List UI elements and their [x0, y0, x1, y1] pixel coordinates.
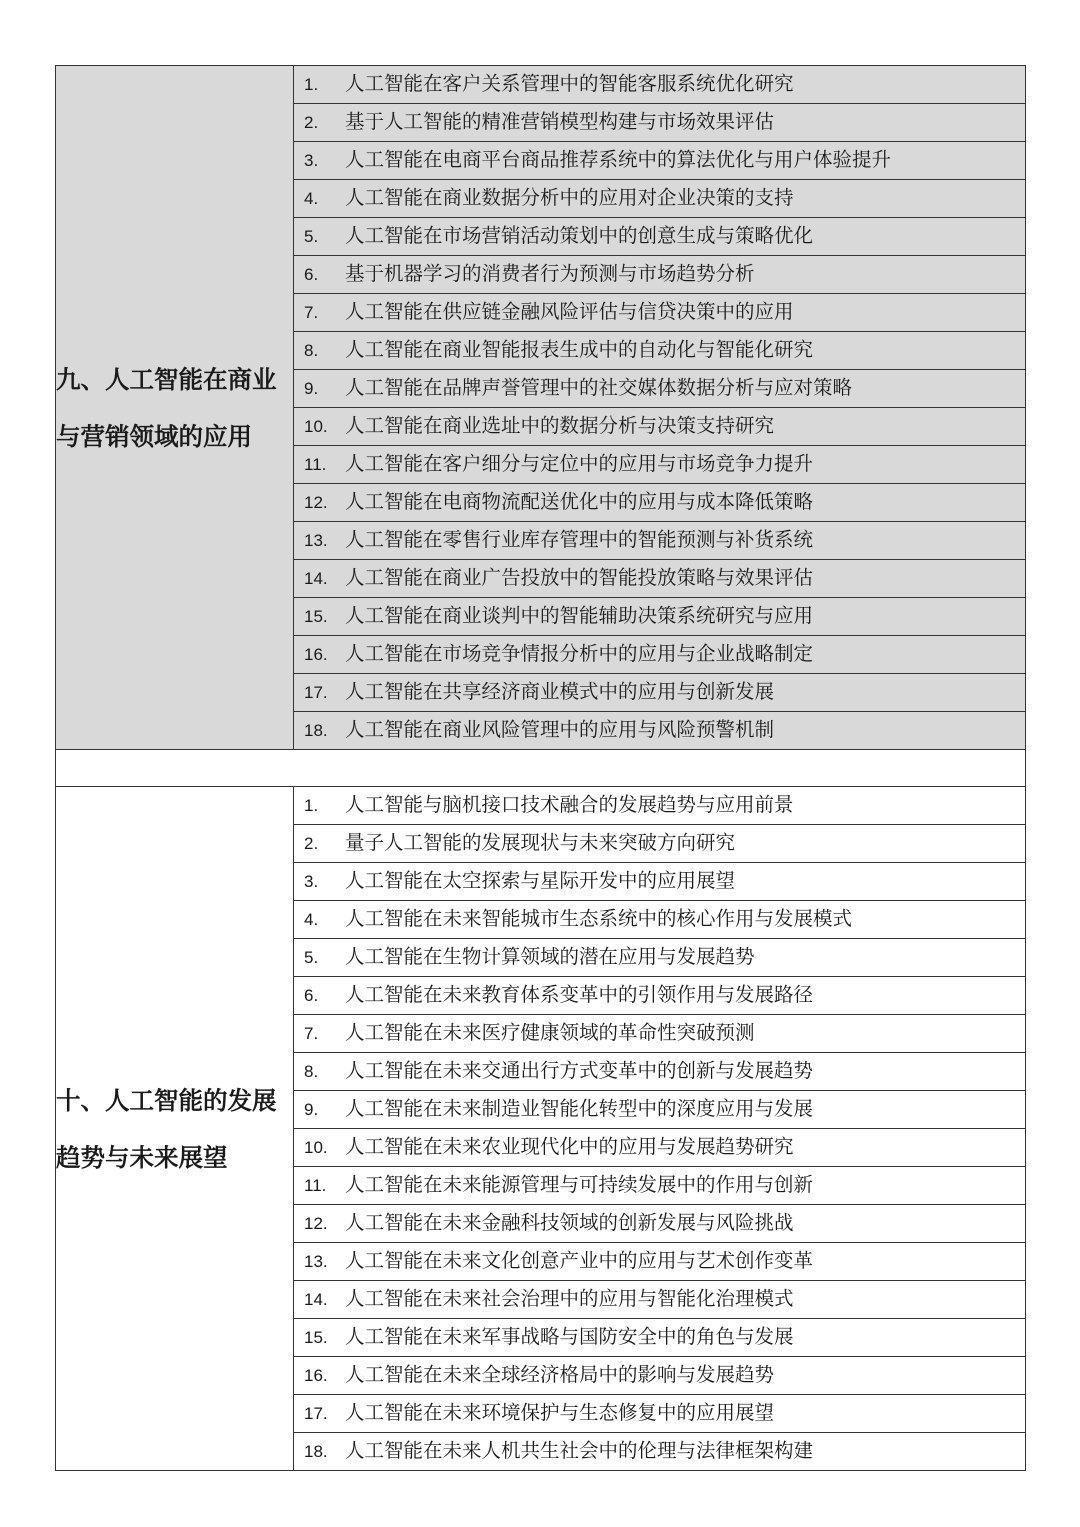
topic-item: [294, 1091, 1026, 1129]
item-text: 人工智能在客户关系管理中的智能客服系统优化研究: [345, 72, 794, 95]
item-number: 10.: [304, 417, 328, 436]
item-number: 13.: [304, 531, 328, 550]
topic-item: [294, 256, 1026, 294]
item-number: 5.: [304, 227, 319, 246]
item-text: 人工智能在未来社会治理中的应用与智能化治理模式: [345, 1287, 794, 1310]
item-text: 人工智能在市场营销活动策划中的创意生成与策略优化: [345, 224, 814, 247]
topic-table-body: [56, 66, 1026, 1471]
topic-item: [294, 1243, 1026, 1281]
item-number: 10.: [304, 1138, 328, 1157]
topic-item: [294, 636, 1026, 674]
topic-item: [294, 863, 1026, 901]
topic-item: [294, 712, 1026, 750]
item-text: 量子人工智能的发展现状与未来突破方向研究: [345, 831, 736, 854]
item-number: 11.: [304, 455, 327, 474]
item-text: 人工智能在商业数据分析中的应用对企业决策的支持: [345, 186, 794, 209]
item-text: 人工智能在客户细分与定位中的应用与市场竞争力提升: [345, 452, 814, 475]
item-number: 17.: [304, 683, 328, 702]
topic-item: [294, 294, 1026, 332]
topic-item: [294, 1395, 1026, 1433]
item-number: 3.: [304, 151, 319, 170]
item-text: 人工智能在未来全球经济格局中的影响与发展趋势: [345, 1363, 775, 1386]
item-text: 人工智能在商业风险管理中的应用与风险预警机制: [345, 718, 775, 741]
topic-item: [294, 1167, 1026, 1205]
item-text: 人工智能在未来农业现代化中的应用与发展趋势研究: [345, 1135, 794, 1158]
item-text: 人工智能在供应链金融风险评估与信贷决策中的应用: [345, 300, 794, 323]
topic-item: [294, 142, 1026, 180]
topic-item: [294, 332, 1026, 370]
item-number: 8.: [304, 1062, 319, 1081]
item-number: 3.: [304, 872, 319, 891]
item-number: 2.: [304, 834, 319, 853]
topic-item: [294, 1281, 1026, 1319]
item-text: 人工智能在未来智能城市生态系统中的核心作用与发展模式: [345, 907, 853, 930]
item-text: 人工智能在电商物流配送优化中的应用与成本降低策略: [345, 490, 814, 513]
item-text: 人工智能在未来制造业智能化转型中的深度应用与发展: [345, 1097, 814, 1120]
item-number: 4.: [304, 910, 319, 929]
item-number: 6.: [304, 265, 319, 284]
item-number: 7.: [304, 303, 319, 322]
item-text: 人工智能在未来能源管理与可持续发展中的作用与创新: [345, 1173, 814, 1196]
topic-item: [294, 787, 1026, 825]
topic-item: [294, 1357, 1026, 1395]
item-text: 人工智能在未来文化创意产业中的应用与艺术创作变革: [345, 1249, 814, 1272]
document-page: [55, 65, 1025, 1471]
item-text: 人工智能在未来教育体系变革中的引领作用与发展路径: [345, 983, 814, 1006]
item-number: 9.: [304, 379, 319, 398]
topic-item: [294, 408, 1026, 446]
item-number: 12.: [304, 493, 328, 512]
topic-item: [294, 825, 1026, 863]
item-number: 14.: [304, 1290, 328, 1309]
item-number: 16.: [304, 1366, 328, 1385]
item-number: 16.: [304, 645, 328, 664]
topic-item: [294, 522, 1026, 560]
item-text: 人工智能在共享经济商业模式中的应用与创新发展: [345, 680, 775, 703]
topic-item: [294, 446, 1026, 484]
topic-table: [55, 65, 1026, 1471]
item-text: 人工智能在太空探索与星际开发中的应用展望: [345, 869, 736, 892]
item-number: 2.: [304, 113, 319, 132]
topic-item: [294, 66, 1026, 104]
topic-item: [294, 1205, 1026, 1243]
item-text: 人工智能在未来人机共生社会中的伦理与法律框架构建: [345, 1439, 814, 1462]
item-number: 5.: [304, 948, 319, 967]
item-text: 人工智能在品牌声誉管理中的社交媒体数据分析与应对策略: [345, 376, 853, 399]
item-text: 人工智能在未来环境保护与生态修复中的应用展望: [345, 1401, 775, 1424]
item-text: 人工智能在未来医疗健康领域的革命性突破预测: [345, 1021, 755, 1044]
table-row: [56, 787, 1026, 825]
item-number: 12.: [304, 1214, 328, 1233]
table-row: [56, 66, 1026, 104]
item-text: 人工智能在生物计算领域的潜在应用与发展趋势: [345, 945, 755, 968]
spacer-row: [56, 750, 1026, 787]
item-number: 17.: [304, 1404, 328, 1423]
topic-item: [294, 1015, 1026, 1053]
topic-item: [294, 977, 1026, 1015]
section-title: 九、人工智能在商业与营销领域的应用: [56, 66, 294, 750]
item-number: 8.: [304, 341, 319, 360]
topic-item: [294, 560, 1026, 598]
item-text: 人工智能在商业广告投放中的智能投放策略与效果评估: [345, 566, 814, 589]
topic-item: [294, 1129, 1026, 1167]
item-number: 4.: [304, 189, 319, 208]
item-text: 人工智能在零售行业库存管理中的智能预测与补货系统: [345, 528, 814, 551]
item-number: 11.: [304, 1176, 327, 1195]
item-text: 人工智能与脑机接口技术融合的发展趋势与应用前景: [345, 793, 794, 816]
topic-item: [294, 180, 1026, 218]
topic-item: [294, 674, 1026, 712]
topic-item: [294, 901, 1026, 939]
section-title: 十、人工智能的发展趋势与未来展望: [56, 787, 294, 1471]
item-text: 人工智能在市场竞争情报分析中的应用与企业战略制定: [345, 642, 814, 665]
topic-item: [294, 1053, 1026, 1091]
item-text: 人工智能在商业智能报表生成中的自动化与智能化研究: [345, 338, 814, 361]
item-text: 人工智能在商业选址中的数据分析与决策支持研究: [345, 414, 775, 437]
topic-item: [294, 1319, 1026, 1357]
item-number: 7.: [304, 1024, 319, 1043]
item-text: 基于人工智能的精准营销模型构建与市场效果评估: [345, 110, 775, 133]
spacer-cell: [56, 750, 1026, 787]
topic-item: [294, 484, 1026, 522]
item-text: 人工智能在未来金融科技领域的创新发展与风险挑战: [345, 1211, 794, 1234]
item-number: 18.: [304, 721, 328, 740]
item-number: 15.: [304, 1328, 328, 1347]
item-number: 18.: [304, 1442, 328, 1461]
item-text: 人工智能在未来军事战略与国防安全中的角色与发展: [345, 1325, 794, 1348]
item-number: 9.: [304, 1100, 319, 1119]
topic-item: [294, 218, 1026, 256]
item-text: 基于机器学习的消费者行为预测与市场趋势分析: [345, 262, 755, 285]
item-text: 人工智能在电商平台商品推荐系统中的算法优化与用户体验提升: [345, 148, 892, 171]
item-text: 人工智能在商业谈判中的智能辅助决策系统研究与应用: [345, 604, 814, 627]
item-number: 6.: [304, 986, 319, 1005]
item-text: 人工智能在未来交通出行方式变革中的创新与发展趋势: [345, 1059, 814, 1082]
item-number: 13.: [304, 1252, 328, 1271]
topic-item: [294, 370, 1026, 408]
item-number: 1.: [304, 796, 319, 815]
topic-item: [294, 598, 1026, 636]
item-number: 14.: [304, 569, 328, 588]
topic-item: [294, 104, 1026, 142]
topic-item: [294, 939, 1026, 977]
item-number: 1.: [304, 75, 319, 94]
topic-item: [294, 1433, 1026, 1471]
item-number: 15.: [304, 607, 328, 626]
